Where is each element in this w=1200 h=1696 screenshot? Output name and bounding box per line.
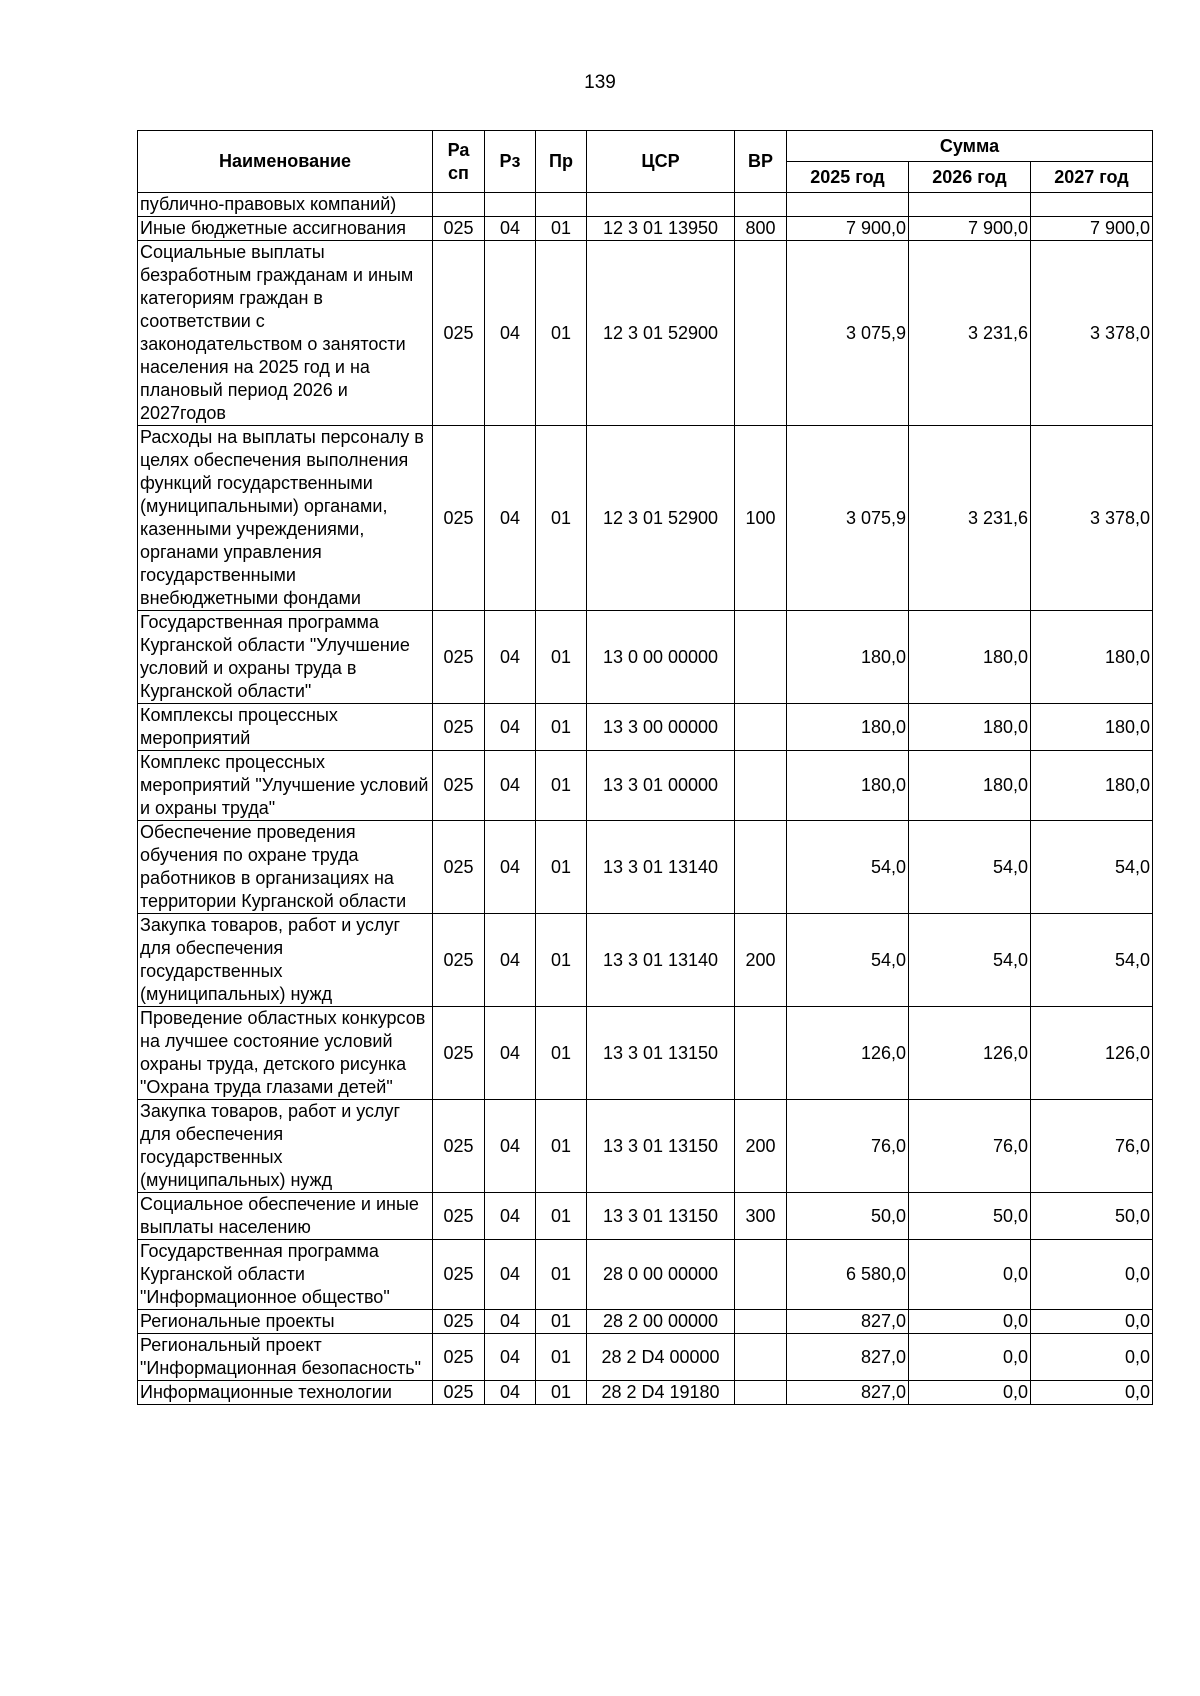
row-sum-2027: 180,0 <box>1031 611 1153 704</box>
row-pr: 01 <box>536 704 587 751</box>
row-rasp: 025 <box>433 914 485 1007</box>
header-rasp: Ра сп <box>433 131 485 193</box>
row-pr: 01 <box>536 914 587 1007</box>
row-rz: 04 <box>485 217 536 241</box>
row-rz: 04 <box>485 241 536 426</box>
row-rz: 04 <box>485 1100 536 1193</box>
row-csr: 13 3 01 13150 <box>587 1193 735 1240</box>
row-pr: 01 <box>536 1100 587 1193</box>
row-csr: 13 0 00 00000 <box>587 611 735 704</box>
header-sum: Сумма <box>787 131 1153 162</box>
table-row <box>138 821 1153 914</box>
header-year-2027: 2027 год <box>1031 162 1153 193</box>
row-csr: 28 2 D4 00000 <box>587 1334 735 1381</box>
row-rz: 04 <box>485 704 536 751</box>
row-sum-2025: 827,0 <box>787 1334 909 1381</box>
row-sum-2026: 180,0 <box>909 611 1031 704</box>
row-sum-2025: 54,0 <box>787 914 909 1007</box>
row-sum-2026: 0,0 <box>909 1240 1031 1310</box>
row-sum-2026: 180,0 <box>909 751 1031 821</box>
row-name: Социальные выплаты безработным гражданам и иным категориям граждан в соответствии с законодательством о занятости населения на 2025 год и на плановый период 2026 и 2027годов <box>138 241 433 426</box>
header-csr: ЦСР <box>587 131 735 193</box>
row-vr <box>735 704 787 751</box>
row-sum-2025: 7 900,0 <box>787 217 909 241</box>
table-row <box>138 704 1153 751</box>
row-vr <box>735 1310 787 1334</box>
row-rasp: 025 <box>433 426 485 611</box>
row-vr: 200 <box>735 914 787 1007</box>
row-vr: 200 <box>735 1100 787 1193</box>
row-name: Закупка товаров, работ и услуг для обеспечения государственных (муниципальных) нужд <box>138 914 433 1007</box>
row-csr: 13 3 01 13150 <box>587 1100 735 1193</box>
row-pr: 01 <box>536 1007 587 1100</box>
table-row <box>138 426 1153 611</box>
row-rasp: 025 <box>433 1381 485 1405</box>
row-rasp: 025 <box>433 1310 485 1334</box>
row-csr: 12 3 01 52900 <box>587 241 735 426</box>
row-sum-2026: 54,0 <box>909 821 1031 914</box>
row-rasp: 025 <box>433 821 485 914</box>
row-csr: 13 3 00 00000 <box>587 704 735 751</box>
row-sum-2026: 7 900,0 <box>909 217 1031 241</box>
row-sum-2026: 3 231,6 <box>909 426 1031 611</box>
row-rasp: 025 <box>433 217 485 241</box>
row-sum-2025: 76,0 <box>787 1100 909 1193</box>
row-rasp: 025 <box>433 1007 485 1100</box>
row-rasp: 025 <box>433 1100 485 1193</box>
row-rasp: 025 <box>433 1193 485 1240</box>
row-sum-2025: 3 075,9 <box>787 241 909 426</box>
row-sum-2027: 0,0 <box>1031 1334 1153 1381</box>
table-row <box>138 914 1153 1007</box>
table-row <box>138 217 1153 241</box>
row-csr: 13 3 01 13140 <box>587 821 735 914</box>
budget-table <box>137 130 1153 1405</box>
table-row <box>138 611 1153 704</box>
row-vr <box>735 1381 787 1405</box>
row-vr <box>735 1334 787 1381</box>
table-row <box>138 1240 1153 1310</box>
table-row <box>138 1381 1153 1405</box>
row-sum-2027: 126,0 <box>1031 1007 1153 1100</box>
row-csr: 13 3 01 00000 <box>587 751 735 821</box>
row-csr: 12 3 01 52900 <box>587 426 735 611</box>
row-rz: 04 <box>485 1240 536 1310</box>
row-rasp: 025 <box>433 611 485 704</box>
row-rz: 04 <box>485 1310 536 1334</box>
row-sum-2027: 0,0 <box>1031 1381 1153 1405</box>
row-name: Обеспечение проведения обучения по охране труда работников в организациях на территории Курганской области <box>138 821 433 914</box>
table-row <box>138 1334 1153 1381</box>
row-sum-2025: 827,0 <box>787 1381 909 1405</box>
row-name: Государственная программа Курганской области "Информационное общество" <box>138 1240 433 1310</box>
row-pr: 01 <box>536 1334 587 1381</box>
row-vr <box>735 611 787 704</box>
row-csr: 28 0 00 00000 <box>587 1240 735 1310</box>
row-sum-2026: 180,0 <box>909 704 1031 751</box>
row-rz: 04 <box>485 1193 536 1240</box>
row-vr <box>735 751 787 821</box>
row-sum-2025: 180,0 <box>787 611 909 704</box>
row-sum-2027: 180,0 <box>1031 704 1153 751</box>
row-sum-2027: 0,0 <box>1031 1310 1153 1334</box>
row-rz: 04 <box>485 751 536 821</box>
header-year-2025: 2025 год <box>787 162 909 193</box>
row-sum-2026: 126,0 <box>909 1007 1031 1100</box>
row-pr: 01 <box>536 751 587 821</box>
row-rasp: 025 <box>433 751 485 821</box>
row-sum-2025: 180,0 <box>787 751 909 821</box>
row-name: Социальное обеспечение и иные выплаты населению <box>138 1193 433 1240</box>
row-vr: 300 <box>735 1193 787 1240</box>
row-sum-2027: 54,0 <box>1031 914 1153 1007</box>
row-vr <box>735 1240 787 1310</box>
row-vr: 800 <box>735 217 787 241</box>
row-rz: 04 <box>485 426 536 611</box>
row-name: Комплекс процессных мероприятий "Улучшение условий и охраны труда" <box>138 751 433 821</box>
row-sum-2027: 50,0 <box>1031 1193 1153 1240</box>
table-row <box>138 241 1153 426</box>
row-csr: 12 3 01 13950 <box>587 217 735 241</box>
row-rz: 04 <box>485 1334 536 1381</box>
row-sum-2026: 50,0 <box>909 1193 1031 1240</box>
row-sum-2025: 50,0 <box>787 1193 909 1240</box>
row-sum-2026: 0,0 <box>909 1381 1031 1405</box>
continuation-text: публично-правовых компаний) <box>138 193 433 217</box>
table-row <box>138 1310 1153 1334</box>
row-name: Закупка товаров, работ и услуг для обеспечения государственных (муниципальных) нужд <box>138 1100 433 1193</box>
row-rz: 04 <box>485 611 536 704</box>
row-name: Иные бюджетные ассигнования <box>138 217 433 241</box>
row-rasp: 025 <box>433 241 485 426</box>
row-rz: 04 <box>485 1381 536 1405</box>
header-year-2026: 2026 год <box>909 162 1031 193</box>
row-vr <box>735 821 787 914</box>
row-vr <box>735 1007 787 1100</box>
row-name: Региональный проект "Информационная безопасность" <box>138 1334 433 1381</box>
row-sum-2027: 180,0 <box>1031 751 1153 821</box>
row-pr: 01 <box>536 821 587 914</box>
table-row <box>138 751 1153 821</box>
row-name: Комплексы процессных мероприятий <box>138 704 433 751</box>
row-csr: 13 3 01 13150 <box>587 1007 735 1100</box>
row-csr: 28 2 D4 19180 <box>587 1381 735 1405</box>
row-csr: 13 3 01 13140 <box>587 914 735 1007</box>
row-pr: 01 <box>536 241 587 426</box>
row-sum-2025: 126,0 <box>787 1007 909 1100</box>
table-row <box>138 1100 1153 1193</box>
table-header <box>138 131 1153 193</box>
row-name: Расходы на выплаты персоналу в целях обеспечения выполнения функций государственными (муниципальными) органами, казенными учреждениями, органами управления государственными внебюджетными фондами <box>138 426 433 611</box>
row-csr: 28 2 00 00000 <box>587 1310 735 1334</box>
header-name: Наименование <box>138 131 433 193</box>
row-rz: 04 <box>485 914 536 1007</box>
table-body <box>138 193 1153 1405</box>
row-sum-2025: 180,0 <box>787 704 909 751</box>
row-sum-2027: 3 378,0 <box>1031 426 1153 611</box>
row-pr: 01 <box>536 1310 587 1334</box>
header-pr: Пр <box>536 131 587 193</box>
row-sum-2026: 76,0 <box>909 1100 1031 1193</box>
row-sum-2026: 54,0 <box>909 914 1031 1007</box>
table-row <box>138 1007 1153 1100</box>
row-vr: 100 <box>735 426 787 611</box>
row-rasp: 025 <box>433 1334 485 1381</box>
row-pr: 01 <box>536 1381 587 1405</box>
row-pr: 01 <box>536 217 587 241</box>
row-name: Государственная программа Курганской области "Улучшение условий и охраны труда в Курганской области" <box>138 611 433 704</box>
page-number: 139 <box>584 72 616 93</box>
row-pr: 01 <box>536 426 587 611</box>
row-pr: 01 <box>536 611 587 704</box>
row-pr: 01 <box>536 1240 587 1310</box>
row-rz: 04 <box>485 1007 536 1100</box>
row-sum-2026: 3 231,6 <box>909 241 1031 426</box>
header-rz: Рз <box>485 131 536 193</box>
row-sum-2026: 0,0 <box>909 1334 1031 1381</box>
row-rasp: 025 <box>433 1240 485 1310</box>
row-sum-2027: 0,0 <box>1031 1240 1153 1310</box>
row-vr <box>735 241 787 426</box>
row-sum-2025: 3 075,9 <box>787 426 909 611</box>
row-sum-2025: 827,0 <box>787 1310 909 1334</box>
row-rz: 04 <box>485 821 536 914</box>
table-row <box>138 1193 1153 1240</box>
row-pr: 01 <box>536 1193 587 1240</box>
row-rasp: 025 <box>433 704 485 751</box>
row-sum-2025: 6 580,0 <box>787 1240 909 1310</box>
row-name: Региональные проекты <box>138 1310 433 1334</box>
row-sum-2027: 3 378,0 <box>1031 241 1153 426</box>
row-sum-2026: 0,0 <box>909 1310 1031 1334</box>
row-name: Проведение областных конкурсов на лучшее состояние условий охраны труда, детского рисунка "Охрана труда глазами детей" <box>138 1007 433 1100</box>
row-sum-2027: 54,0 <box>1031 821 1153 914</box>
header-vr: ВР <box>735 131 787 193</box>
row-name: Информационные технологии <box>138 1381 433 1405</box>
row-sum-2025: 54,0 <box>787 821 909 914</box>
continuation-row <box>138 193 1153 217</box>
row-sum-2027: 7 900,0 <box>1031 217 1153 241</box>
row-sum-2027: 76,0 <box>1031 1100 1153 1193</box>
